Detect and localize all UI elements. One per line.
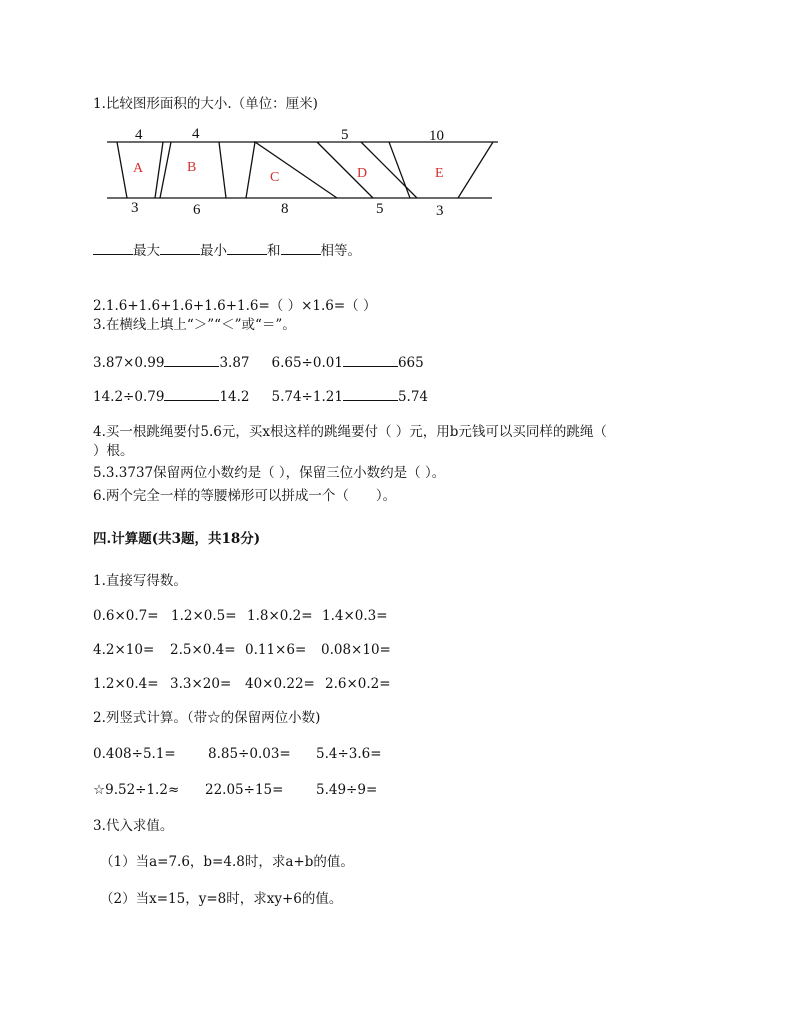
answer-word: 和 [267, 243, 281, 259]
comparison-left: 3.87×0.99 [93, 355, 165, 371]
comparison-blank[interactable] [343, 388, 398, 401]
top-label-b: 4 [192, 126, 200, 142]
q3-row-2 [93, 388, 428, 406]
c2-row-1 [93, 745, 382, 763]
c1-title: 1.直接写得数。 [93, 573, 187, 589]
answer-word: 最小 [200, 243, 227, 259]
bottom-label-b: 6 [193, 202, 201, 218]
shape-label-c: C [270, 170, 280, 185]
bottom-label-d: 5 [376, 201, 384, 217]
shape-label-a: A [133, 161, 144, 176]
answer-blank[interactable] [281, 242, 321, 255]
expression: 40×0.22= [245, 676, 315, 692]
answer-word: 相等。 [320, 243, 361, 259]
answer-word: 最大 [133, 243, 160, 259]
c2-row-2 [93, 781, 377, 799]
answer-blank[interactable] [93, 242, 133, 255]
comparison-blank[interactable] [164, 388, 219, 401]
expression: 5.49÷9= [316, 782, 378, 798]
shape-a-left [117, 142, 127, 198]
answer-blank[interactable] [160, 242, 200, 255]
expression: 1.4×0.3= [322, 608, 388, 624]
comparison-blank[interactable] [343, 354, 398, 367]
comparison-right: 665 [397, 355, 424, 371]
bottom-label-a: 3 [131, 200, 139, 216]
comparison-blank[interactable] [164, 354, 219, 367]
shape-b-right [219, 142, 226, 198]
q4-line-1: 4.买一根跳绳要付5.6元，买x根这样的跳绳要付（ ）元，用b元钱可以买同样的跳绳（ [93, 424, 607, 440]
expression: 2.5×0.4= [170, 642, 236, 658]
shape-d-right [361, 142, 417, 198]
expression: 3.3×20= [170, 676, 232, 692]
answer-blank[interactable] [227, 242, 267, 255]
expression: 0.08×10= [321, 642, 391, 658]
expression: ☆9.52÷1.2≈ [93, 782, 180, 798]
expression: 0.6×0.7= [93, 608, 159, 624]
comparison-right: 3.87 [219, 355, 250, 371]
c1-row-3 [93, 675, 391, 693]
shape-label-b: B [187, 160, 197, 175]
bottom-label-c: 8 [281, 201, 289, 217]
expression: 1.2×0.4= [93, 676, 159, 692]
expression: 0.11×6= [245, 642, 307, 658]
comparison-right: 14.2 [219, 389, 250, 405]
c3-part-1: （1）当a=7.6，b=4.8时，求a+b的值。 [100, 854, 354, 870]
q1-answer-line [93, 242, 361, 260]
top-label-e: 10 [429, 128, 444, 144]
shape-c [246, 142, 337, 198]
expression: 4.2×10= [93, 642, 155, 658]
top-label-a: 4 [135, 127, 143, 143]
q3-row-1 [93, 354, 424, 372]
q5-text: 5.3.3737保留两位小数约是（ ），保留三位小数约是（ ）。 [93, 465, 446, 481]
expression: 1.2×0.5= [171, 608, 237, 624]
comparison-left: 5.74÷1.21 [271, 389, 343, 405]
c2-title: 2.列竖式计算。（带☆的保留两位小数) [93, 710, 321, 726]
c3-title: 3.代入求值。 [93, 818, 174, 834]
expression: 8.85÷0.03= [208, 746, 291, 762]
expression: 2.6×0.2= [325, 676, 391, 692]
comparison-left: 14.2÷0.79 [93, 389, 165, 405]
top-label-d: 5 [341, 127, 349, 143]
expression: 5.4÷3.6= [316, 746, 382, 762]
shape-label-e: E [435, 166, 444, 181]
trapezoid-figure [100, 122, 500, 222]
c1-row-1 [93, 607, 388, 625]
q4-line-2: ）根。 [93, 443, 134, 459]
comparison-left: 6.65÷0.01 [271, 355, 343, 371]
expression: 1.8×0.2= [247, 608, 313, 624]
expression: 0.408÷5.1= [93, 746, 176, 762]
comparison-right: 5.74 [397, 389, 428, 405]
q3-title: 3.在横线上填上“＞”“＜”或“＝”。 [93, 317, 296, 333]
expression: 22.05÷15= [205, 782, 284, 798]
bottom-label-e: 3 [436, 203, 444, 219]
shape-label-d: D [357, 166, 368, 181]
section-heading: 四.计算题(共3题，共18分) [93, 531, 261, 547]
shape-e-left [389, 142, 410, 198]
c1-row-2 [93, 641, 391, 659]
q6-text: 6.两个完全一样的等腰梯形可以拼成一个（ ）。 [93, 488, 397, 504]
q2-text: 2.1.6+1.6+1.6+1.6+1.6=（ ）×1.6=（ ） [93, 298, 377, 314]
shape-e-right [458, 142, 493, 198]
c3-part-2: （2）当x=15，y=8时，求xy+6的值。 [100, 891, 343, 907]
q1-title: 1.比较图形面积的大小.（单位：厘米) [93, 96, 318, 112]
